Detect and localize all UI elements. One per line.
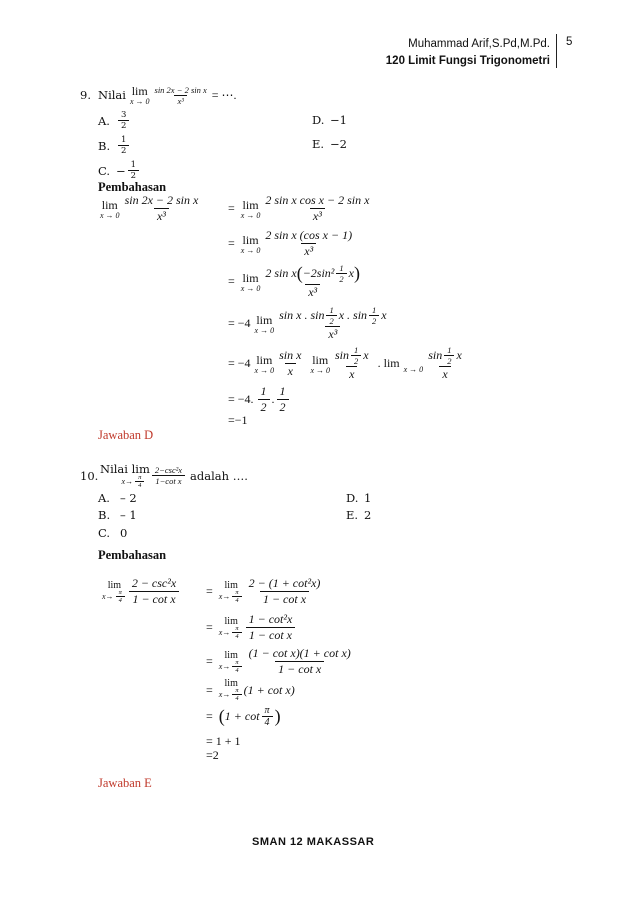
solution-title: Pembahasan [98, 180, 167, 194]
step-0: lim x→ π 4 2 − csc²x 1 − cot x [102, 576, 181, 607]
fraction: $\frac{\text{sin 2x − 2 sin x}}{\text{x³}}$ [154, 84, 207, 106]
solution-title: Pembahasan [98, 548, 167, 562]
limit: Nilai lim x→ π 4 [100, 462, 150, 489]
option-d: D. −1 [312, 113, 347, 127]
question-tail: = ⋯. [211, 87, 237, 102]
option-b: B. 1 2 [98, 135, 131, 156]
fraction: 2−csc²x 1−cot x [152, 465, 185, 486]
question-prompt: Nilai [98, 88, 126, 102]
option-a: A. 3 2 [98, 110, 131, 131]
step-2: = lim x→ π 4 1 − cot²x 1 − cot x [200, 612, 297, 643]
step-1: = lim x→ π 4 2 − (1 + cot²x) 1 − cot x [206, 576, 321, 606]
step-3: = lim x → 0 2 sin x ( −2sin² 1 2 x ) x³ [228, 263, 360, 299]
question-number: 10. [80, 468, 99, 483]
author-name: Muhammad Arif,S.Pd,M.Pd. [408, 38, 550, 50]
step-5: = −4 lim x → 0 sin x x lim x → 0 sin 1 2 x x . lim x → 0 sin 1 2 x x [228, 345, 462, 381]
option-c: C. − $\frac{1}{2}$ [98, 160, 141, 181]
step-6: = −4. 1 2 . 1 2 [222, 384, 291, 415]
step-4: = −4 lim x → 0 sin x . sin 1 2 x . sin 1 2 x x³ [228, 305, 387, 341]
step-4: = lim x→ π 4 (1 + cot x) [206, 678, 295, 702]
page-header [386, 36, 550, 70]
step-2: = lim x → 0 2 sin x (cos x − 1) x³ [228, 228, 353, 258]
option-b: B. – 1 [98, 508, 137, 522]
option-fraction: $\frac{1}{2}$ [128, 160, 139, 181]
step-0: lim x → 0 sin 2x − 2 sin x x³ [100, 193, 199, 223]
page-number: 5 [566, 36, 573, 48]
step-5: = ( 1 + cot π 4 ) [206, 705, 281, 728]
step-6: = 1 + 1 [206, 734, 241, 748]
limit: lim x → 0 [129, 84, 150, 106]
question-9 [80, 84, 237, 106]
option-d: D. 1 [346, 491, 372, 505]
step-7: =2 [206, 748, 219, 762]
question-number: 9. [80, 88, 91, 102]
answer-9: Jawaban D [98, 428, 154, 442]
step-1: = lim x → 0 2 sin x cos x − 2 sin x x³ [228, 193, 370, 223]
header-divider [556, 34, 557, 68]
option-c: C. 0 [98, 526, 128, 540]
step-3: = lim x→ π 4 (1 − cot x)(1 + cot x) 1 − cot x [206, 646, 351, 676]
answer-10: Jawaban E [98, 776, 152, 790]
option-e: E. 2 [346, 508, 372, 522]
question-tail: adalah …. [190, 468, 248, 483]
option-fraction: 3 2 [118, 110, 129, 131]
option-fraction: 1 2 [118, 135, 129, 156]
option-a: A. – 2 [98, 491, 137, 505]
step-7: =−1 [228, 413, 248, 427]
footer-school: SMAN 12 MAKASSAR [252, 836, 375, 848]
book-title: 120 Limit Fungsi Trigonometri [385, 55, 550, 67]
question-10 [80, 462, 248, 489]
option-e: E. −2 [312, 137, 347, 151]
